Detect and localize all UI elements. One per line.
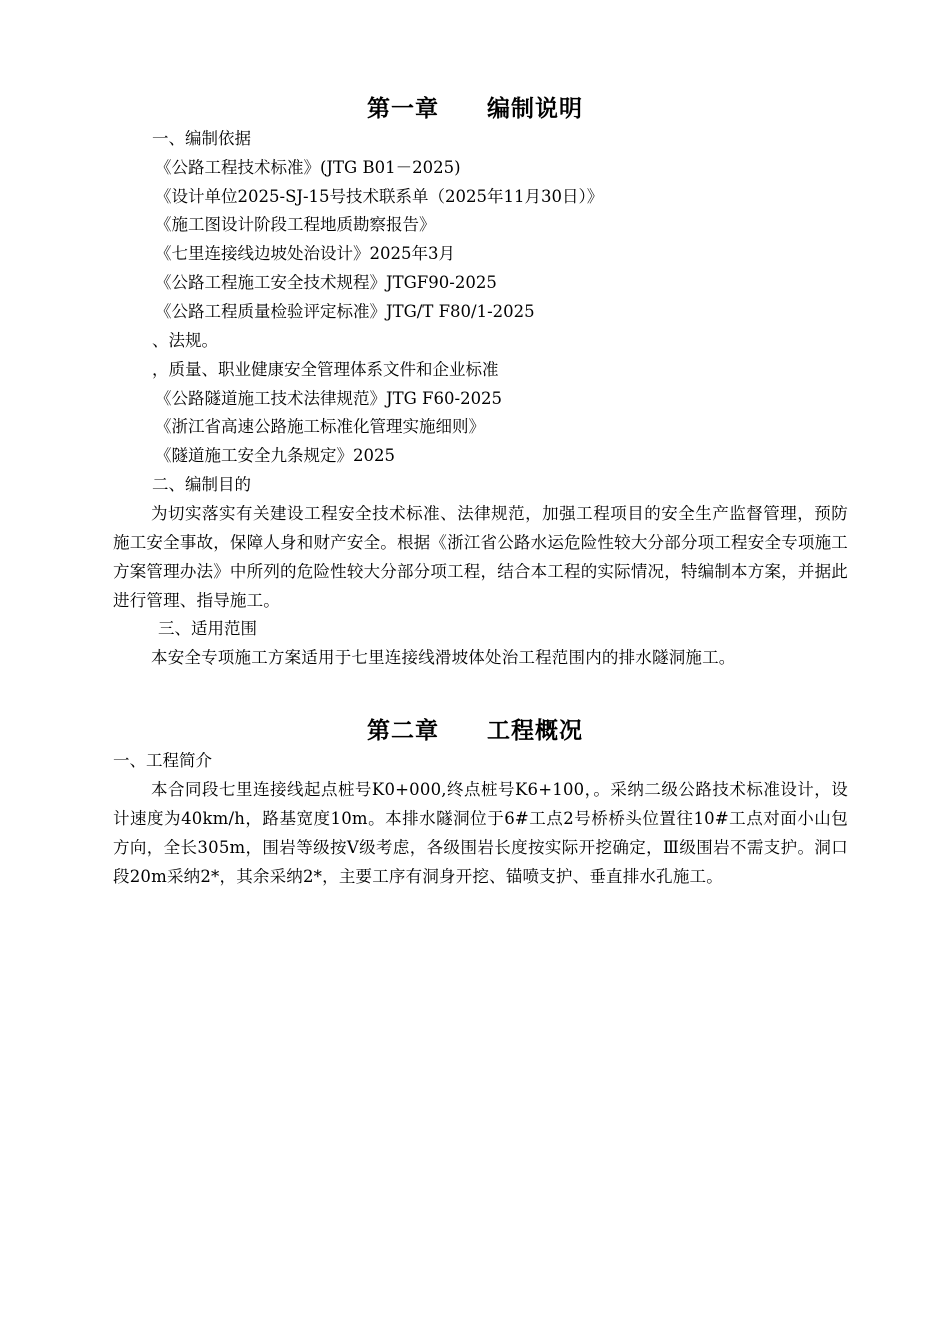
list-item: 《施工图设计阶段工程地质勘察报告》 bbox=[155, 215, 436, 234]
chapter-1-title: 第一章 编制说明 bbox=[367, 95, 583, 122]
list-item: 《公路隧道施工技术法律规范》JTG F60-2025 bbox=[155, 389, 503, 408]
list-item: ，质量、职业健康安全管理体系文件和企业标准 bbox=[152, 360, 499, 379]
purpose-paragraph: 为切实落实有关建设工程安全技术标准、法律规范，加强工程项目的安全生产监督管理，预防施工安全事故，保障人身和财产安全。根据《浙江省公路水运危险性较大分部分项工程安全专项施工方案管理办法》中所列的危险性较大分部分项工程，结合本工程的实际情况，特编制本方案，并据此进行管理、指导施工。 bbox=[113, 504, 848, 610]
section-heading-basis: 一、编制依据 bbox=[152, 129, 251, 148]
list-item: 《七里连接线边坡处治设计》2025年3月 bbox=[155, 244, 455, 263]
list-item: 《公路工程质量检验评定标准》JTG/T F80/1-2025 bbox=[155, 302, 535, 321]
list-item: 《浙江省高速公路施工标准化管理实施细则》 bbox=[155, 417, 485, 436]
list-item: 、法规。 bbox=[152, 331, 218, 350]
list-item: 《公路工程技术标准》(JTG B01－2025) bbox=[155, 158, 461, 177]
section-heading-purpose: 二、编制目的 bbox=[152, 475, 251, 494]
list-item: 《设计单位2025-SJ-15号技术联系单（2025年11月30日）》 bbox=[155, 187, 604, 206]
list-item: 《公路工程施工安全技术规程》JTGF90-2025 bbox=[155, 273, 497, 292]
scope-paragraph: 本安全专项施工方案适用于七里连接线滑坡体处治工程范围内的排水隧洞施工。 bbox=[151, 648, 736, 667]
list-item: 《隧道施工安全九条规定》2025 bbox=[155, 446, 395, 465]
section-heading-overview: 一、工程简介 bbox=[113, 751, 212, 770]
overview-paragraph: 本合同段七里连接线起点桩号K0+000,终点桩号K6+100，。采纳二级公路技术标准设计，设计速度为40km/h，路基宽度10m。本排水隧洞位于6#工点2号桥桥头位置往10#工点对面小山包方向，全长305m，围岩等级按Ⅴ级考虑，各级围岩长度按实际开挖确定，Ⅲ级围岩不需支护。洞口段20m采纳2*，其余采纳2*，主要工序有洞身开挖、锚喷支护、垂直排水孔施工。 bbox=[113, 780, 848, 886]
chapter-2-title: 第二章 工程概况 bbox=[367, 717, 583, 744]
section-heading-scope: 三、适用范围 bbox=[158, 619, 257, 638]
